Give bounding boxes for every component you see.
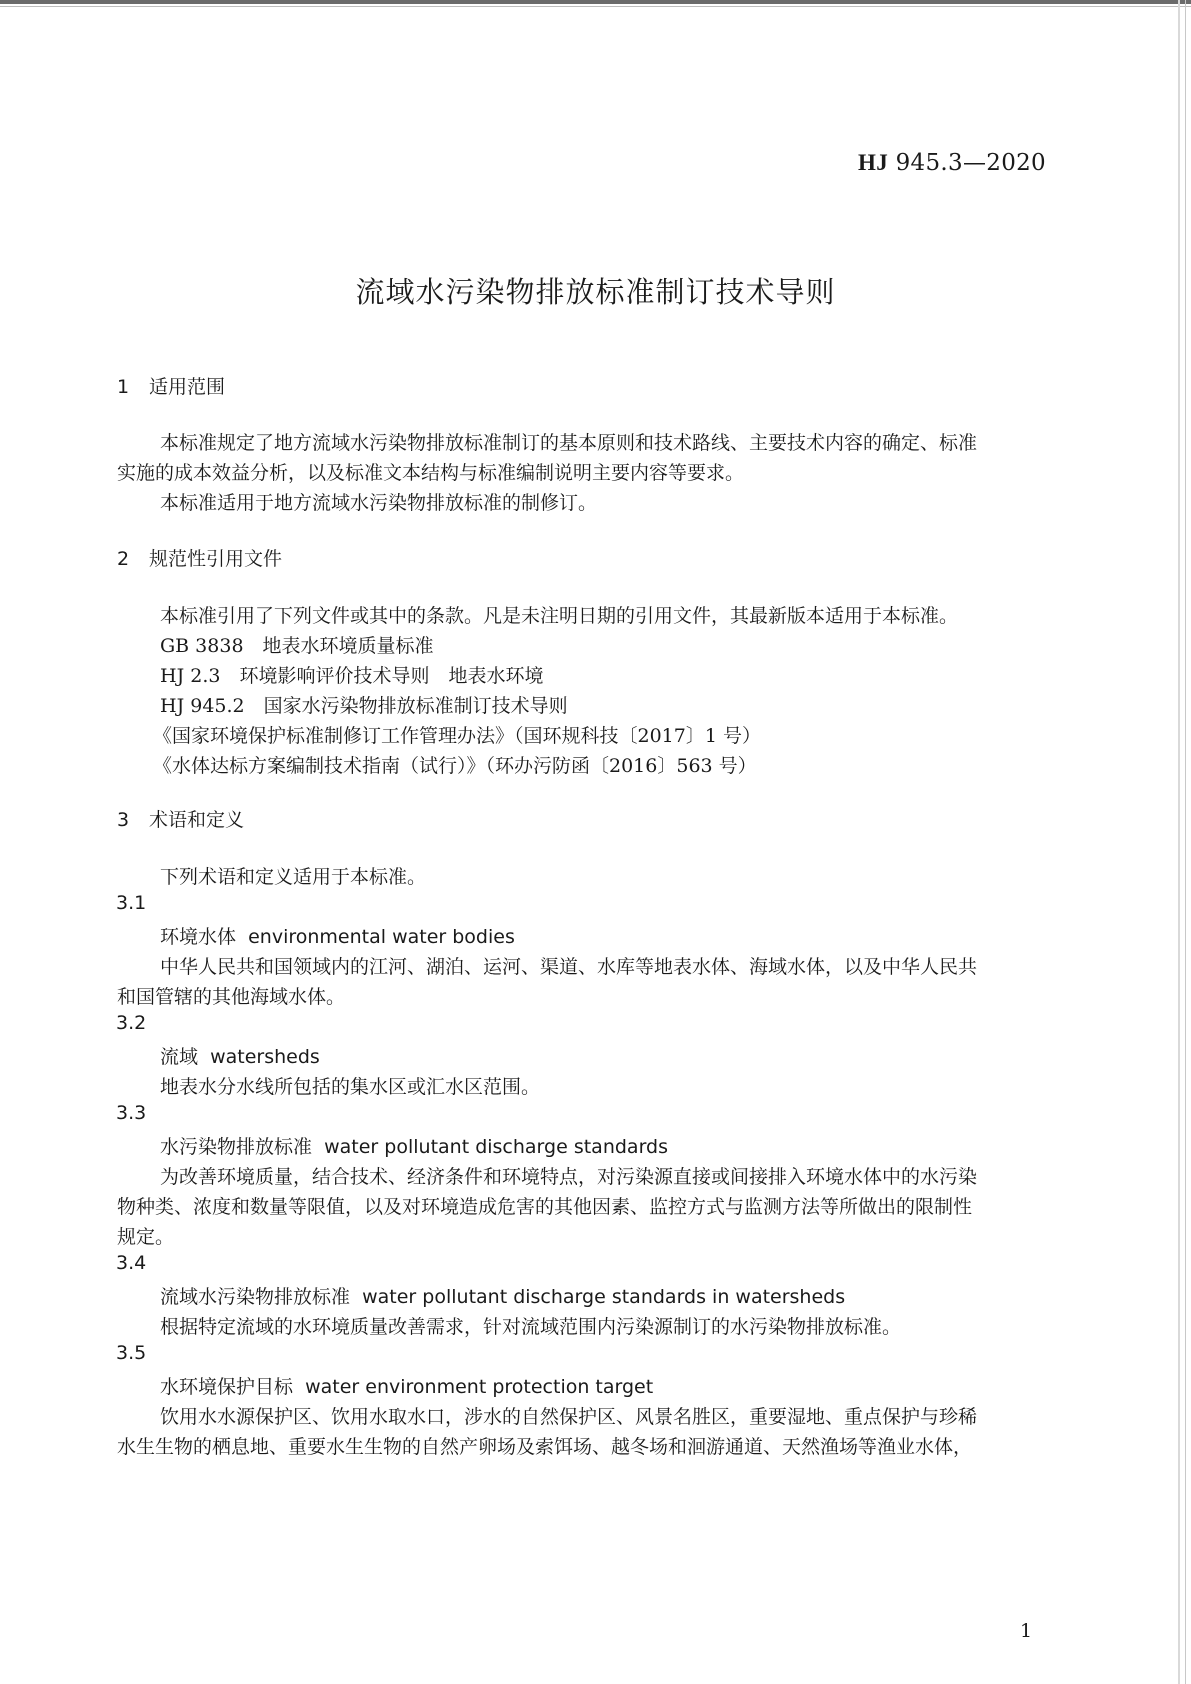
scan-edge-top [0,0,1191,4]
scan-edge-right [1178,0,1180,1684]
section-1-para-1-line-1: 本标准规定了地方流域水污染物排放标准制订的基本原则和技术路线、主要技术内容的确定、标准 [160,432,978,454]
section-1-para-1-line-2: 实施的成本效益分析，以及标准文本结构与标准编制说明主要内容等要求。 [117,462,745,484]
document-title: 流域水污染物排放标准制订技术导则 [355,275,836,309]
term-definition-line: 物种类、浓度和数量等限值，以及对环境造成危害的其他因素、监控方式与监测方法等所做出的限制性 [117,1196,973,1218]
term-definition-line: 规定。 [117,1226,175,1248]
reference-item: HJ 945.2 国家水污染物排放标准制订技术导则 [160,695,568,717]
term-number: 3.3 [116,1102,147,1124]
section-3-intro: 下列术语和定义适用于本标准。 [160,866,427,888]
term-heading: 环境水体 environmental water bodies [160,926,515,948]
section-2-intro: 本标准引用了下列文件或其中的条款。凡是未注明日期的引用文件，其最新版本适用于本标准。 [160,605,959,627]
term-definition-line: 饮用水水源保护区、饮用水取水口，涉水的自然保护区、风景名胜区，重要湿地、重点保护与珍稀 [160,1406,978,1428]
reference-item: GB 3838 地表水环境质量标准 [160,635,434,657]
term-definition-line: 和国管辖的其他海域水体。 [117,986,346,1008]
term-heading: 水污染物排放标准 water pollutant discharge standards [160,1136,669,1158]
term-number: 3.2 [116,1012,147,1034]
reference-item: HJ 2.3 环境影响评价技术导则 地表水环境 [160,665,544,687]
term-definition-line: 根据特定流域的水环境质量改善需求，针对流域范围内污染源制订的水污染物排放标准。 [160,1316,902,1338]
term-heading: 流域水污染物排放标准 water pollutant discharge standards in watersheds [160,1286,846,1308]
reference-item: 《水体达标方案编制技术指南（试行）》（环办污防函〔2016〕563 号） [153,755,757,777]
page-number: 1 [1020,1620,1033,1642]
standard-code: HJ 945.3—2020 [858,150,1046,176]
term-heading: 水环境保护目标 water environment protection target [160,1376,654,1398]
term-definition-line: 水生生物的栖息地、重要水生生物的自然产卵场及索饵场、越冬场和洄游通道、天然渔场等渔业水体， [117,1436,973,1458]
section-1-heading: 1 适用范围 [117,376,226,398]
term-number: 3.4 [116,1252,147,1274]
scan-edge-right-line [1185,0,1186,1684]
reference-item: 《国家环境保护标准制修订工作管理办法》（国环规科技〔2017〕1 号） [153,725,761,747]
term-definition-line: 中华人民共和国领域内的江河、湖泊、运河、渠道、水库等地表水体、海域水体，以及中华人民共 [160,956,978,978]
term-heading: 流域 watersheds [160,1046,320,1068]
section-2-heading: 2 规范性引用文件 [117,548,283,570]
section-1-para-2: 本标准适用于地方流域水污染物排放标准的制修订。 [160,492,598,514]
scan-edge-top-line [0,6,1191,7]
term-definition-line: 为改善环境质量，结合技术、经济条件和环境特点，对污染源直接或间接排入环境水体中的水污染 [160,1166,978,1188]
term-number: 3.1 [116,892,147,914]
term-definition-line: 地表水分水线所包括的集水区或汇水区范围。 [160,1076,541,1098]
section-3-heading: 3 术语和定义 [117,809,245,831]
term-number: 3.5 [116,1342,147,1364]
